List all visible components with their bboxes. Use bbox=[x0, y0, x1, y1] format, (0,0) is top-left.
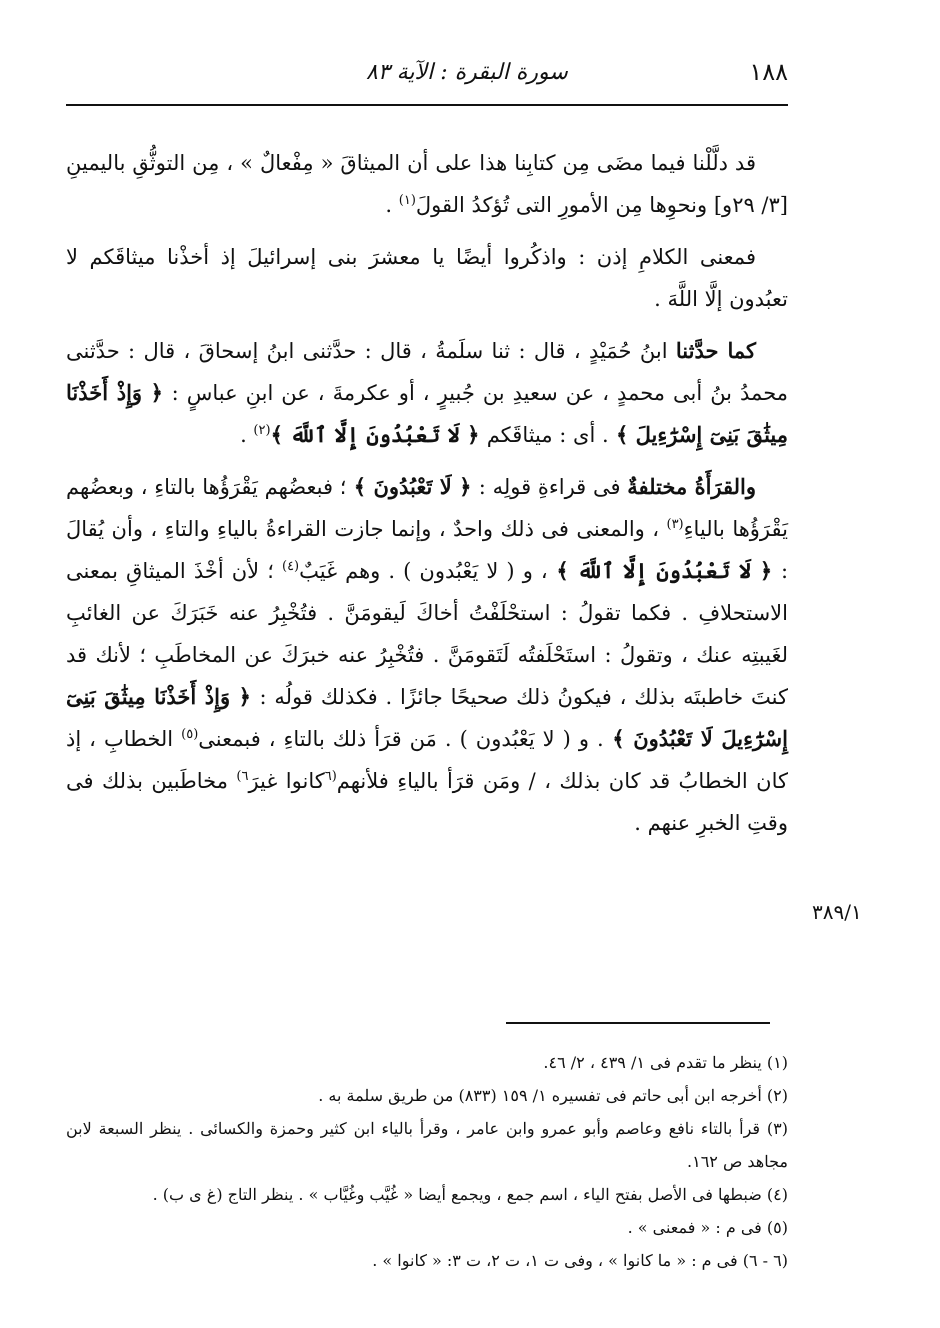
quran-quote: ﴿ لَا تَعْبُدُونَ إِلَّا ٱللَّهَ ﴾ bbox=[547, 558, 781, 583]
paragraph-text: ، والمعنى فى ذلك واحدٌ ، وإنما جازت القراءةُ بالياءِ والتاءِ ، وأن يُقالَ : bbox=[66, 517, 789, 583]
quran-quote: ﴿ لَا تَعْبُدُونَ ﴾ bbox=[346, 474, 479, 499]
paragraph-text: . bbox=[240, 423, 254, 447]
paragraph-4 bbox=[66, 466, 788, 844]
footnote-ref: (٦ bbox=[324, 769, 337, 784]
footnote-ref: (٢) bbox=[253, 423, 271, 438]
margin-reference: ٣٨٩/١ bbox=[812, 900, 862, 924]
paragraph-text: فى قراءةِ قولِه : bbox=[478, 475, 628, 499]
paragraph-text: ؛ لأن أخْذَ الميثاقِ بمعنى الاستحلافِ . فكما تقولُ : استحْلَفْتُ أخاكَ لَيقومَنَّ . فتُخْبِرُ عنه خَبَرَكَ عن الغائبِ لغَيبتِه عنك ، وتقولُ : استَحْلَفتُه لَتَقومَنَّ . فتُخْبِرُ عنه خبرَكَ عن المخاطَبِ ؛ لأنك قد كنتَ خاطبتَه بذلك ، فيكونُ ذلك صحيحًا جائزًا . فكذلك قولُه : bbox=[66, 559, 789, 709]
footnote: (٣) قرأ بالتاء نافع وعاصم وأبو عمرو وابن عامر ، وقرأ بالياء ابن كثير وحمزة والكسائى . ينظر السبعة لابن مجاهد ص ١٦٢. bbox=[66, 1119, 788, 1171]
paragraph-text: . bbox=[385, 193, 399, 217]
footnote-ref: (٥) bbox=[181, 727, 199, 742]
paragraph-text: . أى : ميثاقَكم bbox=[486, 423, 609, 447]
footnote: (١) ينظر ما تقدم فى ١/ ٤٣٩ ، ٢/ ٤٦. bbox=[543, 1053, 788, 1072]
footnote-ref: (٣) bbox=[666, 517, 684, 532]
footnote: (٢) أخرجه ابن أبى حاتم فى تفسيره ١/ ١٥٩ (٨٣٣) من طريق سلمة به . bbox=[318, 1086, 788, 1105]
footnote-rule bbox=[506, 1022, 770, 1024]
footnote: (٥) فى م : « فمعنى » . bbox=[627, 1218, 788, 1237]
footnote: (٦ - ٦) فى م : « ما كانوا » ، وفى ت ١، ت ٢، ت ٣: « كانوا » . bbox=[372, 1251, 788, 1270]
paragraph-1 bbox=[66, 142, 788, 226]
paragraph-text: ابنُ حُمَيْدٍ ، قال : ثنا سلَمةُ ، قال : حدَّثنى ابنُ إسحاقَ ، قال : حدَّثنى محمدُ بنُ أبى محمدٍ ، عن سعيدِ بن جُبيرٍ ، أو عكرمةَ ، عن ابنِ عباسٍ : bbox=[66, 339, 788, 405]
page-header bbox=[66, 58, 788, 98]
quran-quote: ﴿ وَإِذْ أَخَذْنَا مِيثَٰقَ بَنِىٓ إِسْرَٰٓءِيلَ ﴾ bbox=[66, 380, 788, 447]
paragraph-3 bbox=[66, 330, 788, 456]
header-rule bbox=[66, 104, 788, 106]
isnad-lead: كما حدَّثنا bbox=[675, 338, 756, 363]
footnote: (٤) ضبطها فى الأصل بفتح الياء ، اسم جمع ، ويجمع أيضا « غُيَّب وغُيَّاب » . ينظر التاج (غ ى ب) . bbox=[152, 1185, 788, 1204]
quran-quote: ﴿ وَإِذْ أَخَذْنَا مِيثَٰقَ بَنِىٓ إِسْرَٰٓءِيلَ لَا تَعْبُدُونَ ﴾ bbox=[66, 684, 788, 751]
paragraph-text: الخطابِ ، إذ كان الخطابُ قد كان بذلك ، / ومَن قرَأ بالياءِ فلأنهم bbox=[66, 727, 788, 793]
main-text bbox=[66, 142, 788, 844]
paragraph-text: . و ( لا يَعْبُدون ) . مَن قرَأ ذلك بالتاءِ ، فبمعنى bbox=[198, 727, 604, 751]
footnote-ref: (١) bbox=[398, 193, 416, 208]
paragraph-2: فمعنى الكلامِ إذن : واذكُروا أيضًا يا معشرَ بنى إسرائيلَ إذ أخذْنا ميثاقَكم لا تعبُدون إلَّا اللَّهَ . bbox=[66, 245, 788, 311]
paragraph-text: ؛ فبعضُهم يَقْرَؤُها بالتاءِ ، وبعضُهم يَقْرَؤُها بالياءِ bbox=[66, 475, 788, 541]
running-title: سورة البقرة : الآية ٨٣ bbox=[366, 60, 568, 85]
footnotes bbox=[66, 1046, 788, 1277]
section-lead: والقرَأَةُ مختلفةٌ bbox=[627, 474, 757, 499]
footnote-ref: (٤) bbox=[281, 559, 300, 574]
paragraph-text: كانوا غيرَ bbox=[248, 769, 325, 793]
paragraph-text: مخاطَبين بذلك فى وقتِ الخبرِ عنهم . bbox=[66, 769, 788, 835]
page-number: ١٨٨ bbox=[749, 58, 788, 86]
paragraph-text: ، و ( لا يَعْبُدون ) . وهم غَيَبٌ bbox=[299, 559, 548, 583]
quran-quote: ﴿ لَا تَعْبُدُونَ إِلَّا ٱللَّهَ ﴾ bbox=[270, 422, 487, 447]
footnote-ref: ٦) bbox=[236, 769, 249, 784]
paragraph-text: قد دلَّلْنا فيما مضَى مِن كتابِنا هذا على أن الميثاقَ « مِفْعالٌ » ، مِن التوثُّقِ باليمينِ [٣/ ٢٩و] ونحوِها مِن الأمورِ التى تُؤكدُ القولَ bbox=[66, 151, 788, 217]
